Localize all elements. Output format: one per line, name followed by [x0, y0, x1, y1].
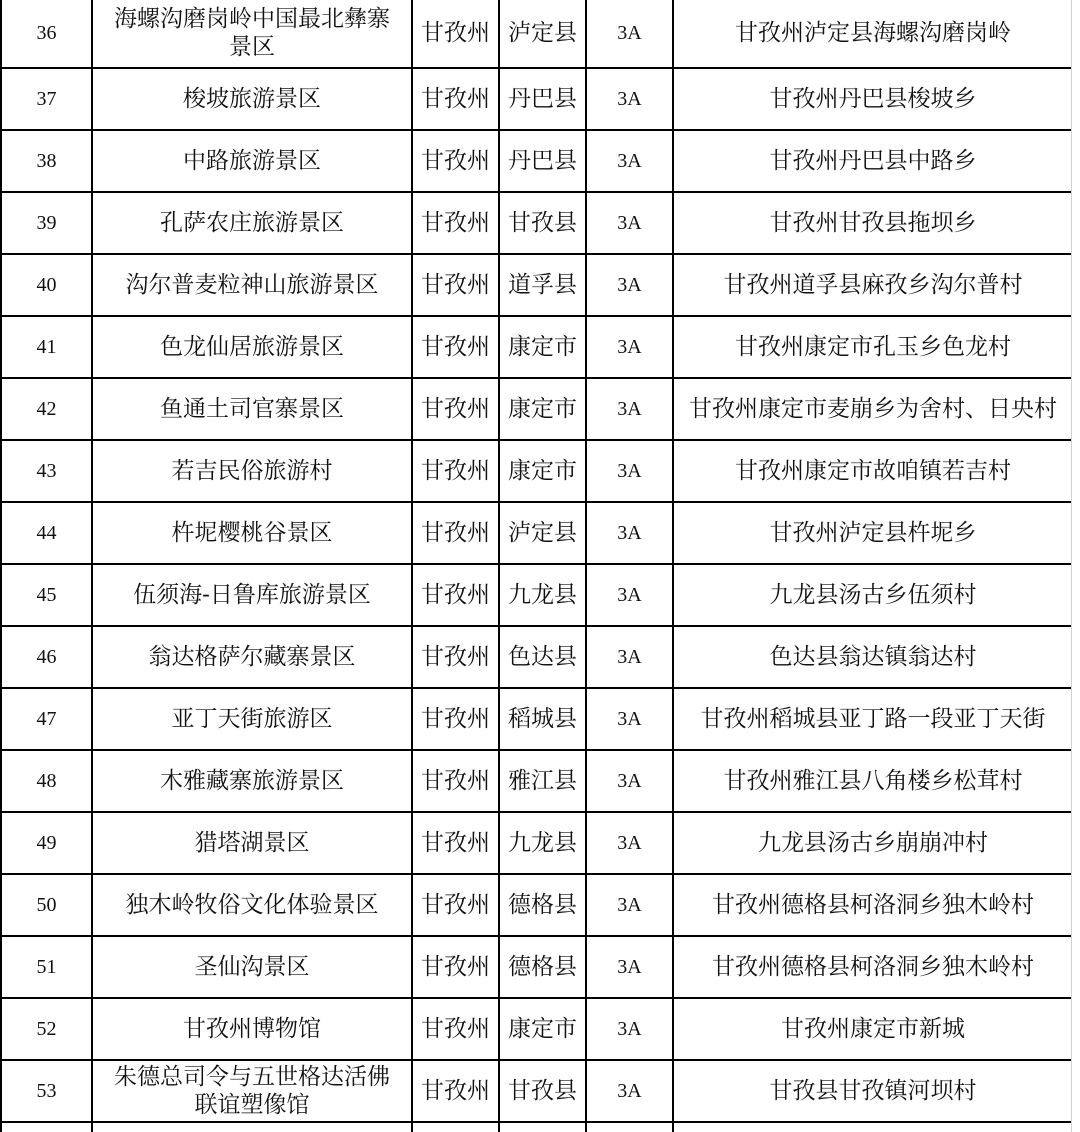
address: 甘孜州稻城县亚丁路一段亚丁天街: [673, 688, 1073, 750]
row-number: [1, 1122, 92, 1132]
scenic-area-name: 朱德总司令与五世格达活佛联谊塑像馆: [92, 1060, 412, 1122]
level: 3A: [586, 812, 673, 874]
county: 九龙县: [499, 812, 586, 874]
table-row: [1, 192, 1073, 254]
scenic-area-name: 孔萨农庄旅游景区: [92, 192, 412, 254]
level: 3A: [586, 192, 673, 254]
county: 德格县: [499, 874, 586, 936]
prefecture: 甘孜州: [412, 254, 499, 316]
table-row: [1, 0, 1073, 68]
scenic-area-name: 沟尔普麦粒神山旅游景区: [92, 254, 412, 316]
address: 甘孜州康定市孔玉乡色龙村: [673, 316, 1073, 378]
level: 3A: [586, 750, 673, 812]
table-row: [1, 254, 1073, 316]
table-row: [1, 564, 1073, 626]
prefecture: 甘孜州: [412, 626, 499, 688]
table-row: [1, 440, 1073, 502]
scenic-area-name: 伍须海-日鲁库旅游景区: [92, 564, 412, 626]
prefecture: 甘孜州: [412, 874, 499, 936]
table-row: [1, 68, 1073, 130]
row-number: 43: [1, 440, 92, 502]
address: 甘孜州泸定县杵坭乡: [673, 502, 1073, 564]
row-number: 47: [1, 688, 92, 750]
level: 3A: [586, 130, 673, 192]
prefecture: 甘孜州: [412, 68, 499, 130]
address: 甘孜州甘孜县拖坝乡: [673, 192, 1073, 254]
row-number: 48: [1, 750, 92, 812]
address: 甘孜州丹巴县中路乡: [673, 130, 1073, 192]
address: 甘孜州雅江县八角楼乡松茸村: [673, 750, 1073, 812]
scenic-area-name: 若吉民俗旅游村: [92, 440, 412, 502]
level: 3A: [586, 0, 673, 68]
address: 甘孜州道孚县麻孜乡沟尔普村: [673, 254, 1073, 316]
county: 甘孜县: [499, 1060, 586, 1122]
address: 甘孜州丹巴县梭坡乡: [673, 68, 1073, 130]
address: 色达县翁达镇翁达村: [673, 626, 1073, 688]
address: 甘孜州德格县柯洛洞乡独木岭村: [673, 874, 1073, 936]
level: 3A: [586, 68, 673, 130]
table-body: [1, 0, 1073, 1132]
county: 德格县: [499, 936, 586, 998]
level: 3A: [586, 316, 673, 378]
scenic-area-name: 独木岭牧俗文化体验景区: [92, 874, 412, 936]
prefecture: 甘孜州: [412, 502, 499, 564]
county: 色达县: [499, 626, 586, 688]
table-row: [1, 130, 1073, 192]
address: 九龙县汤古乡崩崩冲村: [673, 812, 1073, 874]
sheet-edge: [1071, 0, 1080, 1132]
row-number: 42: [1, 378, 92, 440]
table-row: [1, 688, 1073, 750]
scenic-area-name: 亚丁天街旅游区: [92, 688, 412, 750]
address: 甘孜州康定市故咱镇若吉村: [673, 440, 1073, 502]
prefecture: 甘孜州: [412, 440, 499, 502]
address: 甘孜州泸定县海螺沟磨岗岭: [673, 0, 1073, 68]
row-number: 38: [1, 130, 92, 192]
level: 3A: [586, 378, 673, 440]
county: 丹巴县: [499, 130, 586, 192]
row-number: 41: [1, 316, 92, 378]
level: 3A: [586, 564, 673, 626]
prefecture: 甘孜州: [412, 1060, 499, 1122]
county: 康定市: [499, 378, 586, 440]
row-number: 45: [1, 564, 92, 626]
scenic-area-name: 圣仙沟景区: [92, 936, 412, 998]
scenic-area-name: 鱼通土司官寨景区: [92, 378, 412, 440]
level: 3A: [586, 998, 673, 1060]
prefecture: 甘孜州: [412, 316, 499, 378]
row-number: 39: [1, 192, 92, 254]
level: 3A: [586, 626, 673, 688]
level: 3A: [586, 688, 673, 750]
prefecture: 甘孜州: [412, 812, 499, 874]
row-number: 37: [1, 68, 92, 130]
county: 九龙县: [499, 564, 586, 626]
county: 泸定县: [499, 502, 586, 564]
scenic-area-name: 海螺沟磨岗岭中国最北彝寨景区: [92, 0, 412, 68]
level: 3A: [586, 254, 673, 316]
prefecture: 甘孜州: [412, 936, 499, 998]
address: [673, 1122, 1073, 1132]
prefecture: 甘孜州: [412, 750, 499, 812]
table-row: [1, 874, 1073, 936]
table-row: [1, 936, 1073, 998]
prefecture: 甘孜州: [412, 688, 499, 750]
address: 甘孜州康定市新城: [673, 998, 1073, 1060]
prefecture: 甘孜州: [412, 378, 499, 440]
address: 甘孜州德格县柯洛洞乡独木岭村: [673, 936, 1073, 998]
table-row: [1, 998, 1073, 1060]
row-number: 40: [1, 254, 92, 316]
county: 康定市: [499, 316, 586, 378]
scenic-area-name: 中路旅游景区: [92, 130, 412, 192]
county: 泸定县: [499, 0, 586, 68]
row-number: 52: [1, 998, 92, 1060]
prefecture: 甘孜州: [412, 130, 499, 192]
row-number: 44: [1, 502, 92, 564]
address: 九龙县汤古乡伍须村: [673, 564, 1073, 626]
scenic-area-name: 翁达格萨尔藏寨景区: [92, 626, 412, 688]
county: 甘孜县: [499, 192, 586, 254]
level: 3A: [586, 936, 673, 998]
county: 道孚县: [499, 254, 586, 316]
county: 丹巴县: [499, 68, 586, 130]
scenic-area-name: 色龙仙居旅游景区: [92, 316, 412, 378]
table-row: [1, 378, 1073, 440]
county: [499, 1122, 586, 1132]
address: 甘孜州康定市麦崩乡为舍村、日央村: [673, 378, 1073, 440]
table-row: [1, 502, 1073, 564]
prefecture: 甘孜州: [412, 998, 499, 1060]
scenic-area-name: 甘孜州博物馆: [92, 998, 412, 1060]
level: 3A: [586, 502, 673, 564]
level: 3A: [586, 440, 673, 502]
county: 雅江县: [499, 750, 586, 812]
prefecture: 甘孜州: [412, 564, 499, 626]
row-number: 49: [1, 812, 92, 874]
prefecture: 甘孜州: [412, 192, 499, 254]
address: 甘孜县甘孜镇河坝村: [673, 1060, 1073, 1122]
scenic-area-name: [92, 1122, 412, 1132]
county: 康定市: [499, 440, 586, 502]
table-row: [1, 812, 1073, 874]
level: [586, 1122, 673, 1132]
row-number: 36: [1, 0, 92, 68]
row-number: 46: [1, 626, 92, 688]
county: 康定市: [499, 998, 586, 1060]
row-number: 50: [1, 874, 92, 936]
table-row: [1, 316, 1073, 378]
scenic-area-name: 杵坭樱桃谷景区: [92, 502, 412, 564]
level: 3A: [586, 874, 673, 936]
row-number: 51: [1, 936, 92, 998]
level: 3A: [586, 1060, 673, 1122]
prefecture: [412, 1122, 499, 1132]
scenic-area-name: 猎塔湖景区: [92, 812, 412, 874]
table-row-partial: [1, 1122, 1073, 1132]
row-number: 53: [1, 1060, 92, 1122]
scenic-area-name: 梭坡旅游景区: [92, 68, 412, 130]
scenic-area-name: 木雅藏寨旅游景区: [92, 750, 412, 812]
table-row: [1, 750, 1073, 812]
prefecture: 甘孜州: [412, 0, 499, 68]
table-row: [1, 626, 1073, 688]
table-row: [1, 1060, 1073, 1122]
county: 稻城县: [499, 688, 586, 750]
